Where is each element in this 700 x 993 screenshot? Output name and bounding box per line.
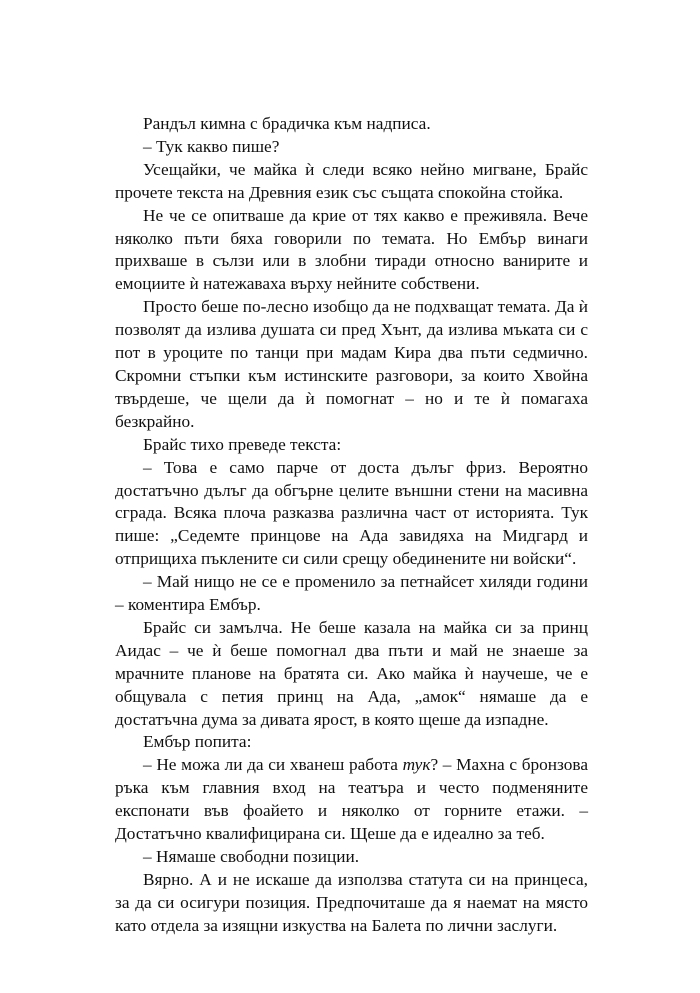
paragraph: – Май нищо не се е променило за петнайсет хиляди години – коментира Ембър. [115,572,588,615]
paragraph: Усещайки, че майка ѝ следи всяко нейно мигване, Брайс прочете текста на Древния език със същата спокойна стойка. [115,159,588,202]
paragraph: Не че се опитваше да крие от тях какво е преживяла. Вече няколко пъти бяха говорили по темата. Но Ембър винаги прихваше в сълзи или в злобни тиради относно ванирите и емоциите ѝ натежаваха върху нейните собствени. [115,205,588,294]
paragraph-text: – Не можа ли да си хванеш работа [143,755,403,775]
paragraph: Ембър попита: [143,732,252,752]
paragraph: – Тук какво пише? [143,136,280,156]
paragraph: – Нямаше свободни позиции. [143,847,360,866]
paragraph: Брайс си замълча. Не беше казала на майка си за принц Аидас – че ѝ беше помогнал два пъти и май не знаеше за мрачните планове на братята си. Ако майка ѝ научеше, че е общувала с петия принц на Ада, „амок“ нямаше да е достатъчна дума за дивата ярост, в която щеше да изпадне. [115,617,588,729]
italic-word: тук [402,755,431,775]
paragraph: Просто беше по-лесно изобщо да не подхващат темата. Да ѝ позволят да излива душата си пред Хънт, да излива мъката си с пот в уроците по танци при мадам Кира два пъти седмично. Скромни стъпки към истинските разговори, за които Хвойна твърдеше, че щели да ѝ помогнат – но и те ѝ помагаха безкрайно. [115,297,588,431]
body-text [115,113,588,938]
paragraph: Рандъл кимна с брадичка към надписа. [143,114,431,133]
paragraph: – Това е само парче от доста дълъг фриз. Вероятно достатъчно дълъг да обгърне целите външни стени на масивна сграда. Всяка плоча разказва различна част от историята. Тук пише: „Седемте принцове на Ада завидяха на Мидгард и отприщиха пъклените си сили срещу обединените ни войски“. [115,457,588,569]
paragraph-text: ? – Махна с бронзова ръка към главния вход на театъра и често подменяните експонати във фоайето и няколко от горните етажи. – Достатъчно квалифицирана си. Щеше да е идеално за теб. [115,755,589,844]
paragraph: Брайс тихо преведе текста: [143,434,342,454]
paragraph: Вярно. А и не искаше да използва статута си на принцеса, за да си осигури позиция. Предпочиташе да я наемат на място като отдела за изящни изкуства на Балета по лични заслуги. [115,869,588,935]
paragraph [115,754,588,846]
